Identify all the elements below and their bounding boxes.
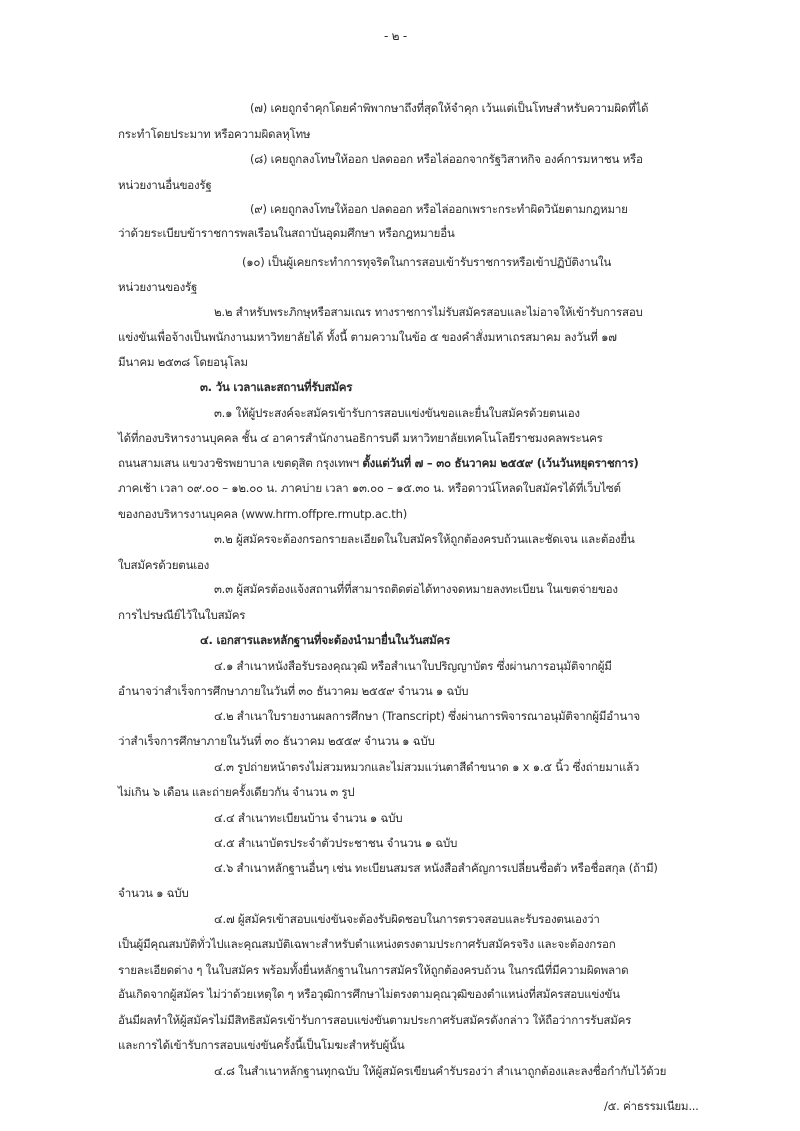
section-4-1-line-1: ๔.๑ สำเนาหนังสือรับรองคุณวุฒิ หรือสำเนาใบปริญญาบัตร ซึ่งผ่านการอนุมัติจากผู้มี xyxy=(214,658,612,673)
heading-section-4: ๔. เอกสารและหลักฐานที่จะต้องนำมายื่นในวันสมัคร xyxy=(200,633,450,648)
section-3-2-line-1: ๓.๒ ผู้สมัครจะต้องกรอกรายละเอียดในใบสมัครให้ถูกต้องครบถ้วนและชัดเจน และต้องยื่น xyxy=(214,531,635,546)
qualification-item-9-line-1: (๙) เคยถูกลงโทษให้ออก ปลดออก หรือไล่ออกเพราะกระทำผิดวินัยตามกฎหมาย xyxy=(250,202,628,217)
section-2-2-line-3: มีนาคม ๒๕๓๘ โดยอนุโลม xyxy=(118,355,248,370)
continuation-note: /๕. ค่าธรรมเนียม... xyxy=(604,1099,699,1113)
section-4-7-line-6: และการได้เข้ารับการสอบแข่งขันครั้งนี้เป็นโมฆะสำหรับผู้นั้น xyxy=(118,1037,405,1052)
section-4-7-line-4: อันเกิดจากผู้สมัคร ไม่ว่าด้วยเหตุใด ๆ หรือวุฒิการศึกษาไม่ตรงตามคุณวุฒิของตำแหน่งที่สมัครสอบแข่งขัน xyxy=(118,987,620,1002)
section-4-7-line-2: เป็นผู้มีคุณสมบัติทั่วไปและคุณสมบัติเฉพาะสำหรับตำแหน่งตรงตามประกาศรับสมัครจริง และจะต้องกรอก xyxy=(118,936,616,951)
section-4-7-line-1: ๔.๗ ผู้สมัครเข้าสอบแข่งขันจะต้องรับผิดชอบในการตรวจสอบและรับรองตนเองว่า xyxy=(214,911,600,926)
section-2-2-line-1: ๒.๒ สำหรับพระภิกษุหรือสามเณร ทางราชการไม่รับสมัครสอบและไม่อาจให้เข้ารับการสอบ xyxy=(214,304,643,319)
section-4-5: ๔.๕ สำเนาบัตรประจำตัวประชาชน จำนวน ๑ ฉบับ xyxy=(214,835,458,850)
qualification-item-9-line-2: ว่าด้วยระเบียบข้าราชการพลเรือนในสถาบันอุดมศึกษา หรือกฎหมายอื่น xyxy=(118,226,455,241)
section-3-1-line-1: ๓.๑ ให้ผู้ประสงค์จะสมัครเข้ารับการสอบแข่งขันขอและยื่นใบสมัครด้วยตนเอง xyxy=(214,405,580,420)
section-4-2-line-2: ว่าสำเร็จการศึกษาภายในวันที่ ๓๐ ธันวาคม ๒๕๕๙ จำนวน ๑ ฉบับ xyxy=(118,734,435,749)
section-3-1-line-3 xyxy=(118,455,639,471)
section-3-2-line-2: ใบสมัครด้วยตนเอง xyxy=(118,557,210,572)
section-4-6-line-2: จำนวน ๑ ฉบับ xyxy=(118,886,189,901)
qualification-item-10-line-2: หน่วยงานของรัฐ xyxy=(118,279,198,294)
section-3-1-line-5: ของกองบริหารงานบุคคล (www.hrm.offpre.rmutp.ac.th) xyxy=(118,506,407,521)
section-4-8: ๔.๘ ในสำเนาหลักฐานทุกฉบับ ให้ผู้สมัครเขียนคำรับรองว่า สำเนาถูกต้องและลงชื่อกำกับไว้ด้วย xyxy=(214,1063,667,1078)
qualification-item-10-line-1: (๑๐) เป็นผู้เคยกระทำการทุจริตในการสอบเข้ารับราชการหรือเข้าปฏิบัติงานใน xyxy=(242,254,612,269)
qualification-item-7-line-2: กระทำโดยประมาท หรือความผิดลหุโทษ xyxy=(118,126,311,141)
heading-section-3: ๓. วัน เวลาและสถานที่รับสมัคร xyxy=(200,379,353,394)
section-4-1-line-2: อำนาจว่าสำเร็จการศึกษาภายในวันที่ ๓๐ ธันวาคม ๒๕๕๙ จำนวน ๑ ฉบับ xyxy=(118,683,469,698)
section-4-7-line-3: รายละเอียดต่าง ๆ ในใบสมัคร พร้อมทั้งยื่นหลักฐานในการสมัครให้ถูกต้องครบถ้วน ในกรณีที่มีความผิดพลาด xyxy=(118,962,629,977)
section-4-6-line-1: ๔.๖ สำเนาหลักฐานอื่นๆ เช่น ทะเบียนสมรส หนังสือสำคัญการเปลี่ยนชื่อตัว หรือชื่อสกุล (ถ้ามี) xyxy=(214,861,658,876)
application-dates: ตั้งแต่วันที่ ๗ – ๓๐ ธันวาคม ๒๕๕๙ (เว้นวันหยุดราชการ) xyxy=(362,456,639,471)
section-3-3-line-1: ๓.๓ ผู้สมัครต้องแจ้งสถานที่ที่สามารถติดต่อได้ทางจดหมายลงทะเบียน ในเขตจ่ายของ xyxy=(214,582,618,597)
section-2-2-line-2: แข่งขันเพื่อจ้างเป็นพนักงานมหาวิทยาลัยได้ ทั้งนี้ ตามความในข้อ ๕ ของคำสั่งมหาเถรสมาคม ลงวันที่ ๑๗ xyxy=(118,330,617,345)
page-number: - ๒ - xyxy=(384,29,407,43)
section-4-3-line-1: ๔.๓ รูปถ่ายหน้าตรงไม่สวมหมวกและไม่สวมแว่นตาสีดำขนาด ๑ x ๑.๕ นิ้ว ซึ่งถ่ายมาแล้ว xyxy=(214,760,640,775)
section-4-7-line-5: อันมีผลทำให้ผู้สมัครไม่มีสิทธิสมัครเข้ารับการสอบแข่งขันตามประกาศรับสมัครดังกล่าว ให้ถือว่าการรับสมัคร xyxy=(118,1013,632,1028)
qualification-item-8-line-2: หน่วยงานอื่นของรัฐ xyxy=(118,177,212,192)
section-3-1-line-2: ได้ที่กองบริหารงานบุคคล ชั้น ๔ อาคารสำนักงานอธิการบดี มหาวิทยาลัยเทคโนโลยีราชมงคลพระนคร xyxy=(118,430,603,445)
qualification-item-7-line-1: (๗) เคยถูกจำคุกโดยคำพิพากษาถึงที่สุดให้จำคุก เว้นแต่เป็นโทษสำหรับความผิดที่ได้ xyxy=(250,101,649,116)
section-4-2-line-1: ๔.๒ สำเนาใบรายงานผลการศึกษา (Transcript) ซึ่งผ่านการพิจารณาอนุมัติจากผู้มีอำนาจ xyxy=(214,709,640,724)
section-4-3-line-2: ไม่เกิน ๖ เดือน และถ่ายครั้งเดียวกัน จำนวน ๓ รูป xyxy=(118,784,355,799)
section-3-3-line-2: การไปรษณีย์ไว้ในใบสมัคร xyxy=(118,608,246,623)
section-4-4: ๔.๔ สำเนาทะเบียนบ้าน จำนวน ๑ ฉบับ xyxy=(214,810,403,825)
qualification-item-8-line-1: (๘) เคยถูกลงโทษให้ออก ปลดออก หรือไล่ออกจากรัฐวิสาหกิจ องค์การมหาชน หรือ xyxy=(250,151,643,166)
section-3-1-line-4: ภาคเช้า เวลา ๐๙.๐๐ – ๑๒.๐๐ น. ภาคบ่าย เวลา ๑๓.๐๐ – ๑๕.๓๐ น. หรือดาวน์โหลดใบสมัครได้ที่เว็บไซต์ xyxy=(118,481,621,496)
address-text: ถนนสามเสน แขวงวชิรพยาบาล เขตดุสิต กรุงเทพฯ xyxy=(118,456,363,471)
